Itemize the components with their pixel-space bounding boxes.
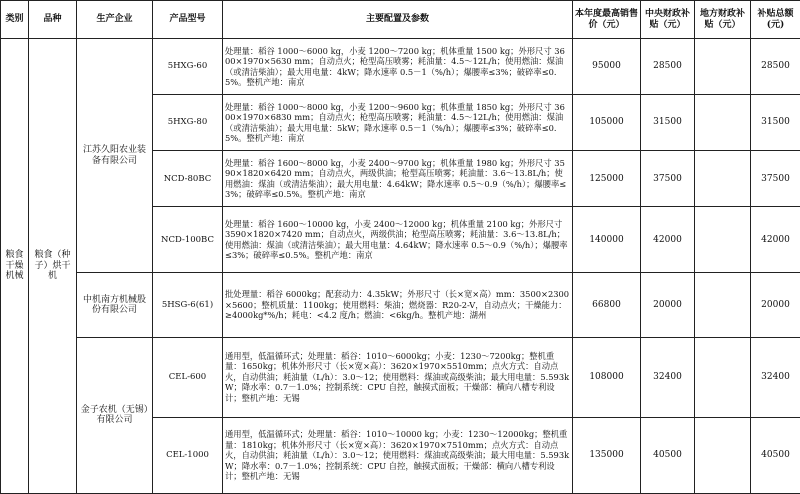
total-subsidy-cell: 42000 — [751, 207, 800, 273]
local-subsidy-cell — [695, 95, 751, 151]
local-subsidy-cell — [695, 39, 751, 95]
table-row — [1, 273, 800, 337]
max-price-cell: 105000 — [573, 95, 641, 151]
max-price-cell: 95000 — [573, 39, 641, 95]
header-central-subsidy: 中央财政补贴（元） — [641, 1, 695, 39]
model-cell: 5HXG-60 — [153, 39, 223, 95]
header-model: 产品型号 — [153, 1, 223, 39]
model-cell: CEL-600 — [153, 337, 223, 417]
specs-cell: 通用型，低温循环式；处理量：稻谷：1010～10000 kg；小麦：1230～12000kg；整机重量：1810kg；机体外形尺寸（长×宽×高）：3620×1970×7510mm；点火方式：自动点火，自动供油；耗油量（L/h）：3.0～12；使用燃料：煤油或高级柴油；最大用电量：5.593kW；降水率：0.7－1.0%；控制系统：CPU 自控，触摸式面板；干燥部：横向八槽专利设计；整机产地：无锡 — [223, 417, 573, 493]
specs-cell: 处理量：稻谷 1600～8000 kg，小麦 2400～9700 kg；机体重量 1980 kg；外形尺寸 3590×1820×6420 mm；自动点火，两级供油；枪型高压喷雾；耗油量：3.6～13.8L/h；使用燃油：煤油（或清洁柴油）；最大用电量：4.64kW；降水速率 0.5～0.9（%/h）；爆腰率≤3%；破碎率≤0.5%。整机产地：南京 — [223, 151, 573, 207]
header-category: 类别 — [1, 1, 29, 39]
central-subsidy-cell: 37500 — [641, 151, 695, 207]
model-cell: NCD-80BC — [153, 151, 223, 207]
specs-cell: 处理量：稻谷 1600～10000 kg，小麦 2400～12000 kg；机体重量 2100 kg；外形尺寸 3590×1820×7420 mm；自动点火，两级供油；枪型高压喷雾；耗油量：3.6～13.8L/h；使用燃油：煤油（或清洁柴油）；最大用电量：4.64kW；降水速率 0.5～0.9（%/h）；爆腰率≤3%；破碎率≤0.5%。整机产地：南京 — [223, 207, 573, 273]
central-subsidy-cell: 31500 — [641, 95, 695, 151]
specs-cell: 通用型，低温循环式；处理量：稻谷：1010～6000kg；小麦：1230～7200kg；整机重量：1650kg；机体外形尺寸（长×宽×高）：3620×1970×5510mm；点火方式：自动点火，自动供油；耗油量（L/h）：3.0～12；使用燃料：煤油或高级柴油；最大用电量：5.593kW；降水率：0.7－1.0%；控制系统：CPU 自控，触摸式面板；干燥部：横向八槽专利设计；整机产地：无锡 — [223, 337, 573, 417]
table-row — [1, 39, 800, 95]
header-total-subsidy: 补贴总额(元) — [751, 1, 800, 39]
header-local-subsidy: 地方财政补贴（元） — [695, 1, 751, 39]
category-cell: 粮食干燥机械 — [1, 39, 29, 494]
central-subsidy-cell: 32400 — [641, 337, 695, 417]
specs-cell: 处理量：稻谷 1000～8000 kg，小麦 1200～9600 kg；机体重量 1850 kg；外形尺寸 3600×1970×6830 mm；自动点火；枪型高压喷雾；耗油量：4.5～12L/h；使用燃油：煤油（或清洁柴油）；最大用电量：5kW；降水速率 0.5－1（%/h）；爆腰率≤3%；破碎率≤0.5%。整机产地：南京 — [223, 95, 573, 151]
header-row — [1, 1, 800, 39]
total-subsidy-cell: 32400 — [751, 337, 800, 417]
header-max-price: 本年度最高销售价（元） — [573, 1, 641, 39]
manufacturer-cell: 金子农机（无锡）有限公司 — [77, 337, 153, 493]
table-row — [1, 337, 800, 417]
model-cell: CEL-1000 — [153, 417, 223, 493]
central-subsidy-cell: 28500 — [641, 39, 695, 95]
specs-cell: 批处理量：稻谷 6000kg；配套动力：4.35kW；外形尺寸（长×宽×高）mm：3500×2300×5600；整机质量：1100kg；使用燃料：柴油；燃烧器：R20-2-V，自动点火；干燥能力：≥4000kg*%/h；耗电：<4.2 度/h；燃油：<6kg/h。整机产地：湖州 — [223, 273, 573, 337]
total-subsidy-cell: 40500 — [751, 417, 800, 493]
total-subsidy-cell: 28500 — [751, 39, 800, 95]
max-price-cell: 125000 — [573, 151, 641, 207]
central-subsidy-cell: 40500 — [641, 417, 695, 493]
manufacturer-cell: 中机南方机械股份有限公司 — [77, 273, 153, 337]
header-variety: 品种 — [29, 1, 77, 39]
local-subsidy-cell — [695, 337, 751, 417]
max-price-cell: 66800 — [573, 273, 641, 337]
header-manufacturer: 生产企业 — [77, 1, 153, 39]
model-cell: NCD-100BC — [153, 207, 223, 273]
total-subsidy-cell: 37500 — [751, 151, 800, 207]
specs-cell: 处理量：稻谷 1000～6000 kg，小麦 1200～7200 kg；机体重量 1500 kg；外形尺寸 3600×1970×5630 mm；自动点火；枪型高压喷雾；耗油量：4.5～12L/h；使用燃油：煤油（或清洁柴油）；最大用电量：4kW；降水速率 0.5－1（%/h）；爆腰率≤3%；破碎率≤0.5%。整机产地：南京 — [223, 39, 573, 95]
model-cell: 5HXG-80 — [153, 95, 223, 151]
model-cell: 5HSG-6(61) — [153, 273, 223, 337]
local-subsidy-cell — [695, 273, 751, 337]
max-price-cell: 108000 — [573, 337, 641, 417]
manufacturer-cell: 江苏久阳农业装备有限公司 — [77, 39, 153, 273]
header-specs: 主要配置及参数 — [223, 1, 573, 39]
max-price-cell: 135000 — [573, 417, 641, 493]
max-price-cell: 140000 — [573, 207, 641, 273]
variety-cell: 粮食（种子）烘干机 — [29, 39, 77, 494]
central-subsidy-cell: 42000 — [641, 207, 695, 273]
local-subsidy-cell — [695, 417, 751, 493]
local-subsidy-cell — [695, 151, 751, 207]
total-subsidy-cell: 31500 — [751, 95, 800, 151]
central-subsidy-cell: 20000 — [641, 273, 695, 337]
total-subsidy-cell: 20000 — [751, 273, 800, 337]
local-subsidy-cell — [695, 207, 751, 273]
